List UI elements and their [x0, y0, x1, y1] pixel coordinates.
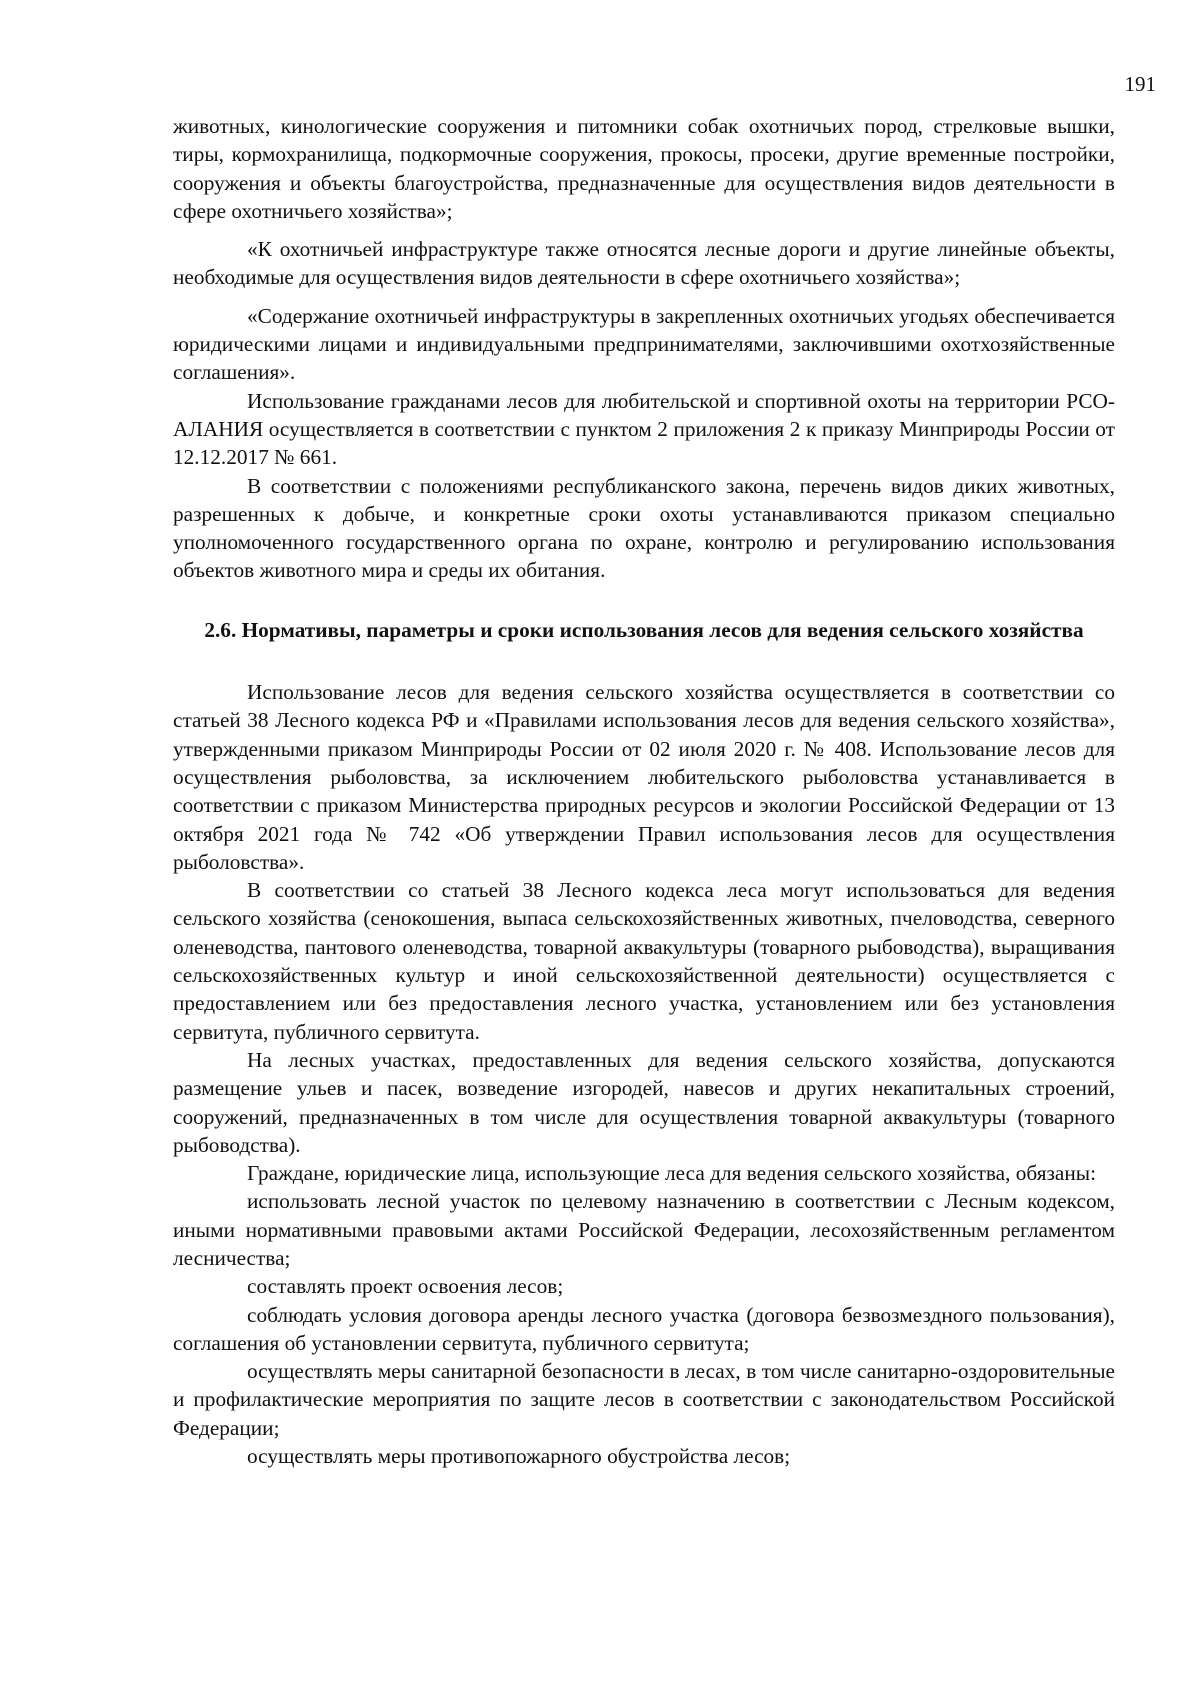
page-content	[173, 112, 1115, 1470]
paragraph: «К охотничьей инфраструктуре также относятся лесные дороги и другие линейные объекты, необходимые для осуществления видов деятельности в сфере охотничьего хозяйства»;	[173, 237, 1115, 290]
page-number: 191	[1124, 72, 1156, 96]
list-item: соблюдать условия договора аренды лесного участка (договора безвозмездного пользования), соглашения об установлении сервитута, публичного сервитута;	[173, 1302, 1115, 1355]
list-item: осуществлять меры санитарной безопасности в лесах, в том числе санитарно-оздоровительные и профилактические мероприятия по защите лесов в соответствии с законодательством Российской Федерации;	[173, 1359, 1115, 1440]
list-item: осуществлять меры противопожарного обустройства лесов;	[247, 1444, 791, 1469]
paragraph: «Содержание охотничьей инфраструктуры в закрепленных охотничьих угодьях обеспечивается юридическими лицами и индивидуальными предпринимателями, заключившими охотхозяйственные соглашения».	[173, 303, 1115, 385]
paragraph: В соответствии со статьей 38 Лесного кодекса леса могут использоваться для ведения сельского хозяйства (сенокошения, выпаса сельскохозяйственных животных, пчеловодства, северного оленеводства, пантового оленеводства, товарной аквакультуры (товарного рыбоводства), выращивания сельскохозяйственных культур и иной сельскохозяйственной деятельности) осуществляется с предоставлением или без предоставления лесного участка, установлением или без установления сервитута, публичного сервитута.	[173, 878, 1115, 1044]
paragraph: животных, кинологические сооружения и питомники собак охотничьих пород, стрелковые вышки, тиры, кормохранилища, подкормочные сооружения, прокосы, просеки, другие временные постройки, сооружения и объекты благоустройства, предназначенные для осуществления видов деятельности в сфере охотничьего хозяйства»;	[173, 114, 1115, 223]
section-heading: 2.6. Нормативы, параметры и сроки использования лесов для ведения сельского хозяйства	[204, 617, 1084, 642]
paragraph: Использование гражданами лесов для любительской и спортивной охоты на территории РСО-АЛАНИЯ осуществляется в соответствии с пунктом 2 приложения 2 к приказу Минприроды России от 12.12.2017 № 661.	[173, 388, 1115, 470]
list-item: использовать лесной участок по целевому назначению в соответствии с Лесным кодексом, иными нормативными правовыми актами Российской Федерации, лесохозяйственным регламентом лесничества;	[173, 1189, 1115, 1270]
paragraph: Использование лесов для ведения сельского хозяйства осуществляется в соответствии со статьей 38 Лесного кодекса РФ и «Правилами использования лесов для ведения сельского хозяйства», утвержденными приказом Минприроды России от 02 июля 2020 г. № 408. Использование лесов для осуществления рыболовства, за исключением любительского рыболовства устанавливается в соответствии с приказом Министерства природных ресурсов и экологии Российской Федерации от 13 октября 2021 года № 742 «Об утверждении Правил использования лесов для осуществления рыболовства».	[173, 680, 1115, 874]
list-item: составлять проект освоения лесов;	[247, 1274, 564, 1299]
paragraph: На лесных участках, предоставленных для ведения сельского хозяйства, допускаются размещение ульев и пасек, возведение изгородей, навесов и других некапитальных строений, сооружений, предназначенных в том числе для осуществления товарной аквакультуры (товарного рыбоводства).	[173, 1047, 1115, 1157]
paragraph: В соответствии с положениями республиканского закона, перечень видов диких животных, разрешенных к добыче, и конкретные сроки охоты устанавливаются приказом специально уполномоченного государственного органа по охране, контролю и регулированию использования объектов животного мира и среды их обитания.	[173, 473, 1115, 583]
paragraph: Граждане, юридические лица, использующие леса для ведения сельского хозяйства, обязаны:	[247, 1161, 1097, 1186]
